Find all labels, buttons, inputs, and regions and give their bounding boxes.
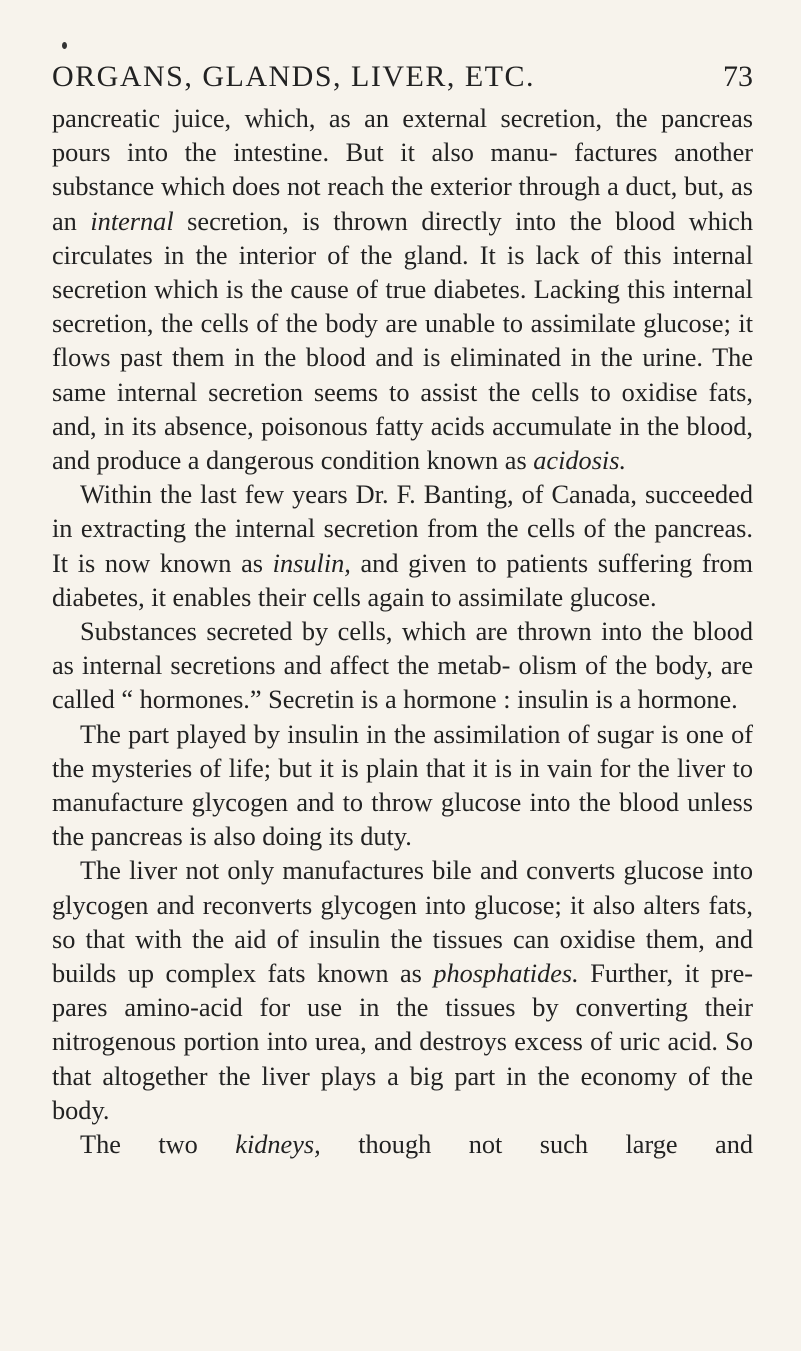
text-run: The two: [80, 1130, 236, 1160]
text-run: though not such large and: [320, 1130, 753, 1160]
paragraph-banting: [52, 478, 753, 615]
text-run: The part played by insulin in the assimilation of sugar is one of the mysteries of life; but it is plain that it is in vain for the liver to manufacture glycogen and to throw glucose into the blood unless the pancreas is also doing its duty.: [52, 719, 753, 852]
paragraph-kidneys: [52, 1128, 753, 1162]
paragraph-pancreatic-juice: [52, 102, 753, 478]
emphasis-insulin: insulin,: [272, 548, 351, 578]
text-run: pancreatic juice, which, as an external secretion, the pancreas pours into the intestine. But it also manu- factures another substance which does not reach the exterior through a duct, but, as an: [52, 104, 753, 236]
paragraph-liver: [52, 854, 753, 1128]
emphasis-kidneys: kidneys,: [235, 1130, 321, 1160]
text-run: and given to patients suffering from diabetes, it enables their cells again to assimilate glucose.: [52, 548, 753, 612]
paragraph-insulin-role: [52, 718, 753, 855]
text-run: Substances secreted by cells, which are thrown into the blood as internal secretions and affect the metab- olism of the body, are called “ hormones.” Secretin is a hormone : insulin is a hormone.: [52, 617, 753, 715]
page-number: 73: [723, 60, 753, 93]
running-head: [52, 60, 753, 96]
chapter-title: ORGANS, GLANDS, LIVER, ETC.: [52, 60, 535, 93]
emphasis-acidosis: acidosis.: [533, 446, 627, 476]
emphasis-internal: internal: [90, 206, 174, 236]
text-run: Within the last few years Dr. F. Banting, of Canada, succeeded in extracting the internal secretion from the cells of the pancreas. It is now known as: [52, 480, 753, 578]
text-run: The liver not only manufactures bile and converts glucose into glycogen and reconverts glycogen into glucose; it also alters fats, so that with the aid of insulin the tissues can oxidise them, and builds up complex fats known as: [52, 856, 753, 989]
paragraph-hormones: [52, 615, 753, 718]
text-run: Further, it pre- pares amino-acid for use in the tissues by converting their nitrogenous portion into urea, and destroys excess of uric acid. So that altogether the liver plays a big part in the economy of the body.: [52, 959, 753, 1125]
body-text: [52, 102, 753, 1162]
text-run: secretion, is thrown directly into the blood which circulates in the interior of the gland. It is lack of this internal secretion which is the cause of true diabetes. Lacking this internal secretion, the cells of the body are unable to assimilate glucose; it flows past them in the blood and is eliminated in the urine. The same internal secretion seems to assist the cells to oxidise fats, and, in its absence, poisonous fatty acids accumulate in the blood, and produce a dangerous condition known as: [52, 206, 753, 476]
ink-speck: [62, 42, 67, 49]
emphasis-phosphatides: phosphatides.: [433, 959, 579, 989]
